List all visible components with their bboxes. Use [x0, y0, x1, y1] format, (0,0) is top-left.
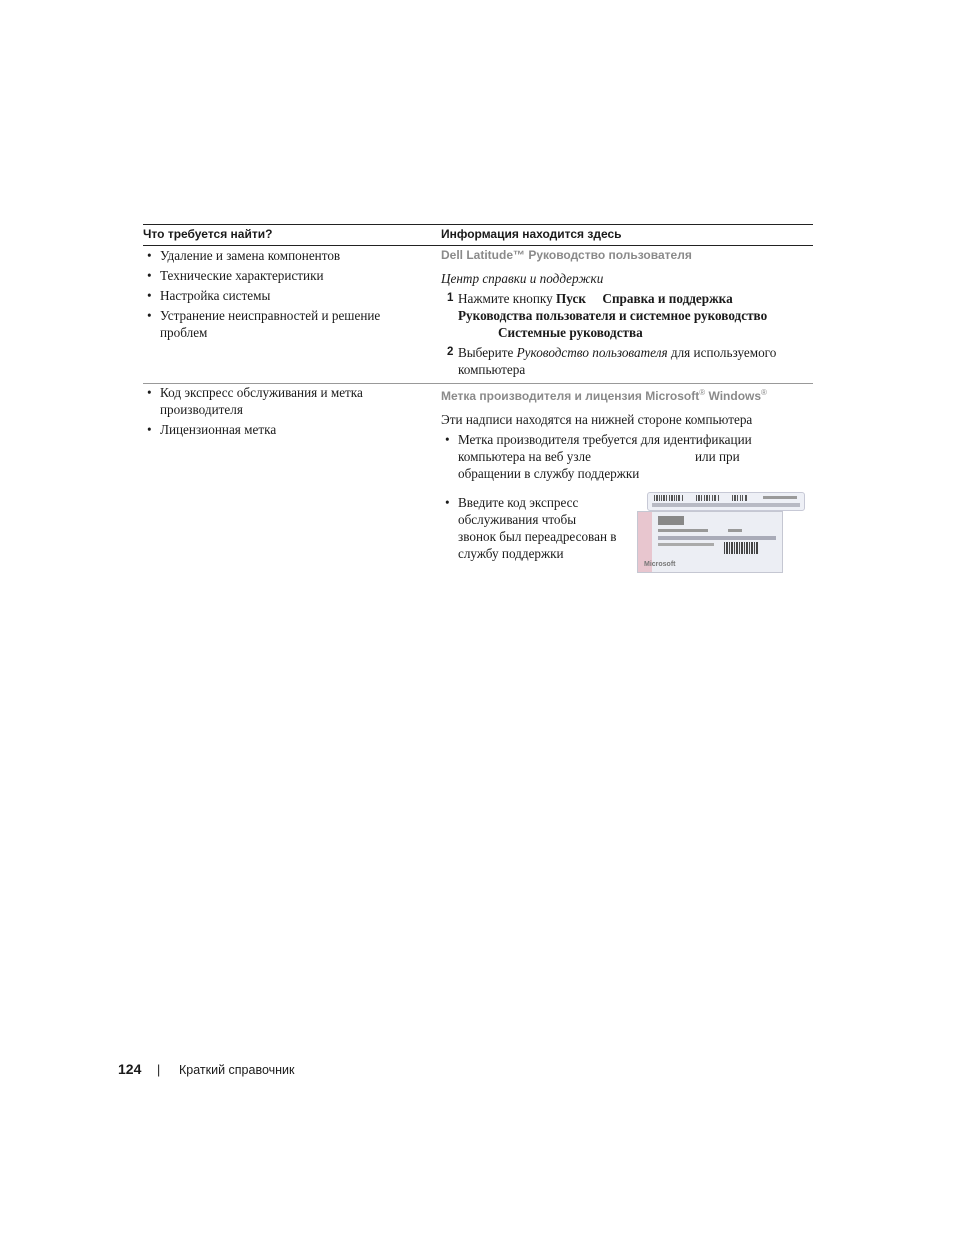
list-item: • Удаление и замена компонентов	[143, 247, 403, 264]
step-2: 2 Выберите Руководство пользователя для используемого компьютера	[447, 345, 777, 377]
list-item: • Технические характеристики	[143, 267, 403, 284]
col1-header: Что требуется найти?	[143, 227, 273, 241]
labels-title: Метка производителя и лицензия Microsoft® Windows®	[441, 388, 767, 403]
row1-left	[143, 247, 403, 344]
windows-license-label	[637, 511, 783, 573]
system-guides-label: Системные руководства	[498, 325, 643, 340]
col2-header: Информация находится здесь	[441, 227, 622, 241]
windows-logo	[658, 516, 684, 525]
row1-right	[441, 247, 813, 378]
step-number: 2	[447, 346, 454, 358]
step-1: 1 Нажмите кнопку Пуск Справка и поддержка Руководства пользователя и системное руководство Системные руководства	[447, 291, 768, 340]
table-top-rule	[143, 224, 813, 225]
list-item: • Код экспресс обслуживания и метка производителя	[143, 384, 403, 418]
list-item: • Настройка системы	[143, 287, 403, 304]
labels-intro: Эти надписи находятся на нижней стороне компьютера	[441, 412, 753, 427]
user-guide-title: Dell Latitude™ Руководство пользователя	[441, 248, 692, 262]
help-center-subtitle: Центр справки и поддержки	[441, 271, 604, 286]
footer-separator: |	[157, 1063, 161, 1077]
list-item: • Лицензионная метка	[143, 421, 403, 438]
coa-barcode	[724, 542, 758, 554]
help-support-label: Справка и поддержка	[602, 291, 733, 306]
header-rule	[143, 245, 813, 246]
list-item: • Метка производителя требуется для идентификации компьютера на веб узле или при обращении в службу поддержки	[441, 431, 813, 482]
service-tag-label	[647, 492, 805, 511]
page-number: 124	[118, 1061, 142, 1077]
step-number: 1	[447, 292, 454, 304]
user-guides-label: Руководства пользователя и системное руководство	[458, 308, 768, 323]
barcode-icon	[648, 493, 804, 510]
start-label: Пуск	[556, 291, 586, 306]
row2-left	[143, 384, 403, 441]
footer-title: Краткий справочник	[179, 1063, 295, 1077]
list-item: • Устранение неисправностей и решение проблем	[143, 307, 403, 341]
microsoft-logo-text: Microsoft	[644, 561, 676, 568]
list-item: • Введите код экспресс обслуживания чтобы звонок был переадресован в службу поддержки	[441, 494, 633, 562]
